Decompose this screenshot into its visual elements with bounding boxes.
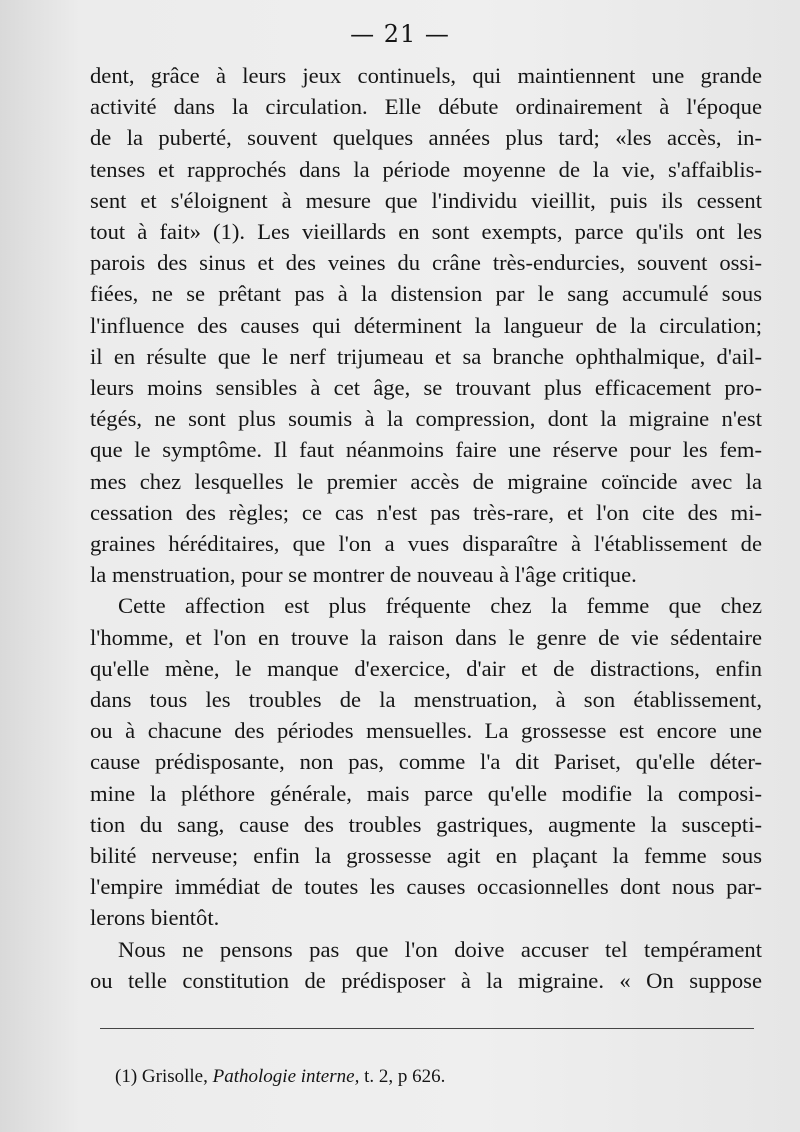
- text-line: ou telle constitution de prédisposer à la migraine. « On suppose: [90, 967, 762, 993]
- text-line: fiées, ne se prêtant pas à la distension par le sang accumulé sous: [90, 281, 762, 307]
- text-line: tout à fait» (1). Les vieillards en sont exempts, parce qu'ils ont les: [90, 219, 762, 245]
- text-line: qu'elle mène, le manque d'exercice, d'air et de distractions, enfin: [90, 655, 762, 681]
- text-line: l'homme, et l'on en trouve la raison dans le genre de vie sédentaire: [90, 624, 762, 650]
- body-text: [90, 60, 762, 996]
- text-line: activité dans la circulation. Elle débute ordinairement à l'époque: [90, 94, 762, 120]
- text-line: Nous ne pensons pas que l'on doive accuser tel tempérament: [118, 936, 762, 962]
- text-line: la menstruation, pour se montrer de nouveau à l'âge critique.: [90, 562, 637, 588]
- footnote-title: Pathologie interne,: [212, 1066, 360, 1087]
- footnote-marker: (1) Grisolle,: [115, 1066, 208, 1087]
- paragraph: [90, 934, 762, 996]
- text-line: que le symptôme. Il faut néanmoins faire une réserve pour les fem-: [90, 437, 762, 463]
- text-line: cause prédisposante, non pas, comme l'a dit Pariset, qu'elle déter-: [90, 749, 762, 775]
- text-line: Cette affection est plus fréquente chez la femme que chez: [118, 593, 762, 619]
- text-line: l'empire immédiat de toutes les causes occasionnelles dont nous par-: [90, 874, 762, 900]
- text-line: bilité nerveuse; enfin la grossesse agit en plaçant la femme sous: [90, 843, 762, 869]
- footnote-divider: [100, 1028, 754, 1029]
- text-line: lerons bientôt.: [90, 905, 220, 931]
- paragraph: [90, 60, 762, 590]
- paragraph: [90, 590, 762, 933]
- text-line: dans tous les troubles de la menstruation, à son établissement,: [90, 687, 762, 713]
- text-line: cessation des règles; ce cas n'est pas très-rare, et l'on cite des mi-: [90, 499, 762, 525]
- text-line: il en résulte que le nerf trijumeau et sa branche ophthalmique, d'ail-: [90, 343, 762, 369]
- text-line: parois des sinus et des veines du crâne très-endurcies, souvent ossi-: [90, 250, 762, 276]
- text-line: tion du sang, cause des troubles gastriques, augmente la suscepti-: [90, 811, 762, 837]
- text-line: graines héréditaires, que l'on a vues disparaître à l'établissement de: [90, 531, 762, 557]
- footnote: [115, 1066, 445, 1088]
- text-line: dent, grâce à leurs jeux continuels, qui maintiennent une grande: [90, 63, 762, 88]
- text-line: de la puberté, souvent quelques années plus tard; «les accès, in-: [90, 125, 762, 151]
- text-line: l'influence des causes qui déterminent la langueur de la circulation;: [90, 312, 762, 338]
- footnote-reference: t. 2, p 626.: [364, 1066, 446, 1087]
- text-line: tégés, ne sont plus soumis à la compression, dont la migraine n'est: [90, 406, 762, 432]
- text-line: sent et s'éloignent à mesure que l'individu vieillit, puis ils cessent: [90, 187, 762, 213]
- text-line: leurs moins sensibles à cet âge, se trouvant plus efficacement pro-: [90, 375, 762, 401]
- text-line: mine la pléthore générale, mais parce qu'elle modifie la composi-: [90, 780, 762, 806]
- text-line: mes chez lesquelles le premier accès de migraine coïncide avec la: [90, 468, 762, 494]
- text-line: ou à chacune des périodes mensuelles. La grossesse est encore une: [90, 718, 762, 744]
- text-line: tenses et rapprochés dans la période moyenne de la vie, s'affaiblis-: [90, 156, 762, 182]
- page-number: — 21 —: [350, 20, 450, 48]
